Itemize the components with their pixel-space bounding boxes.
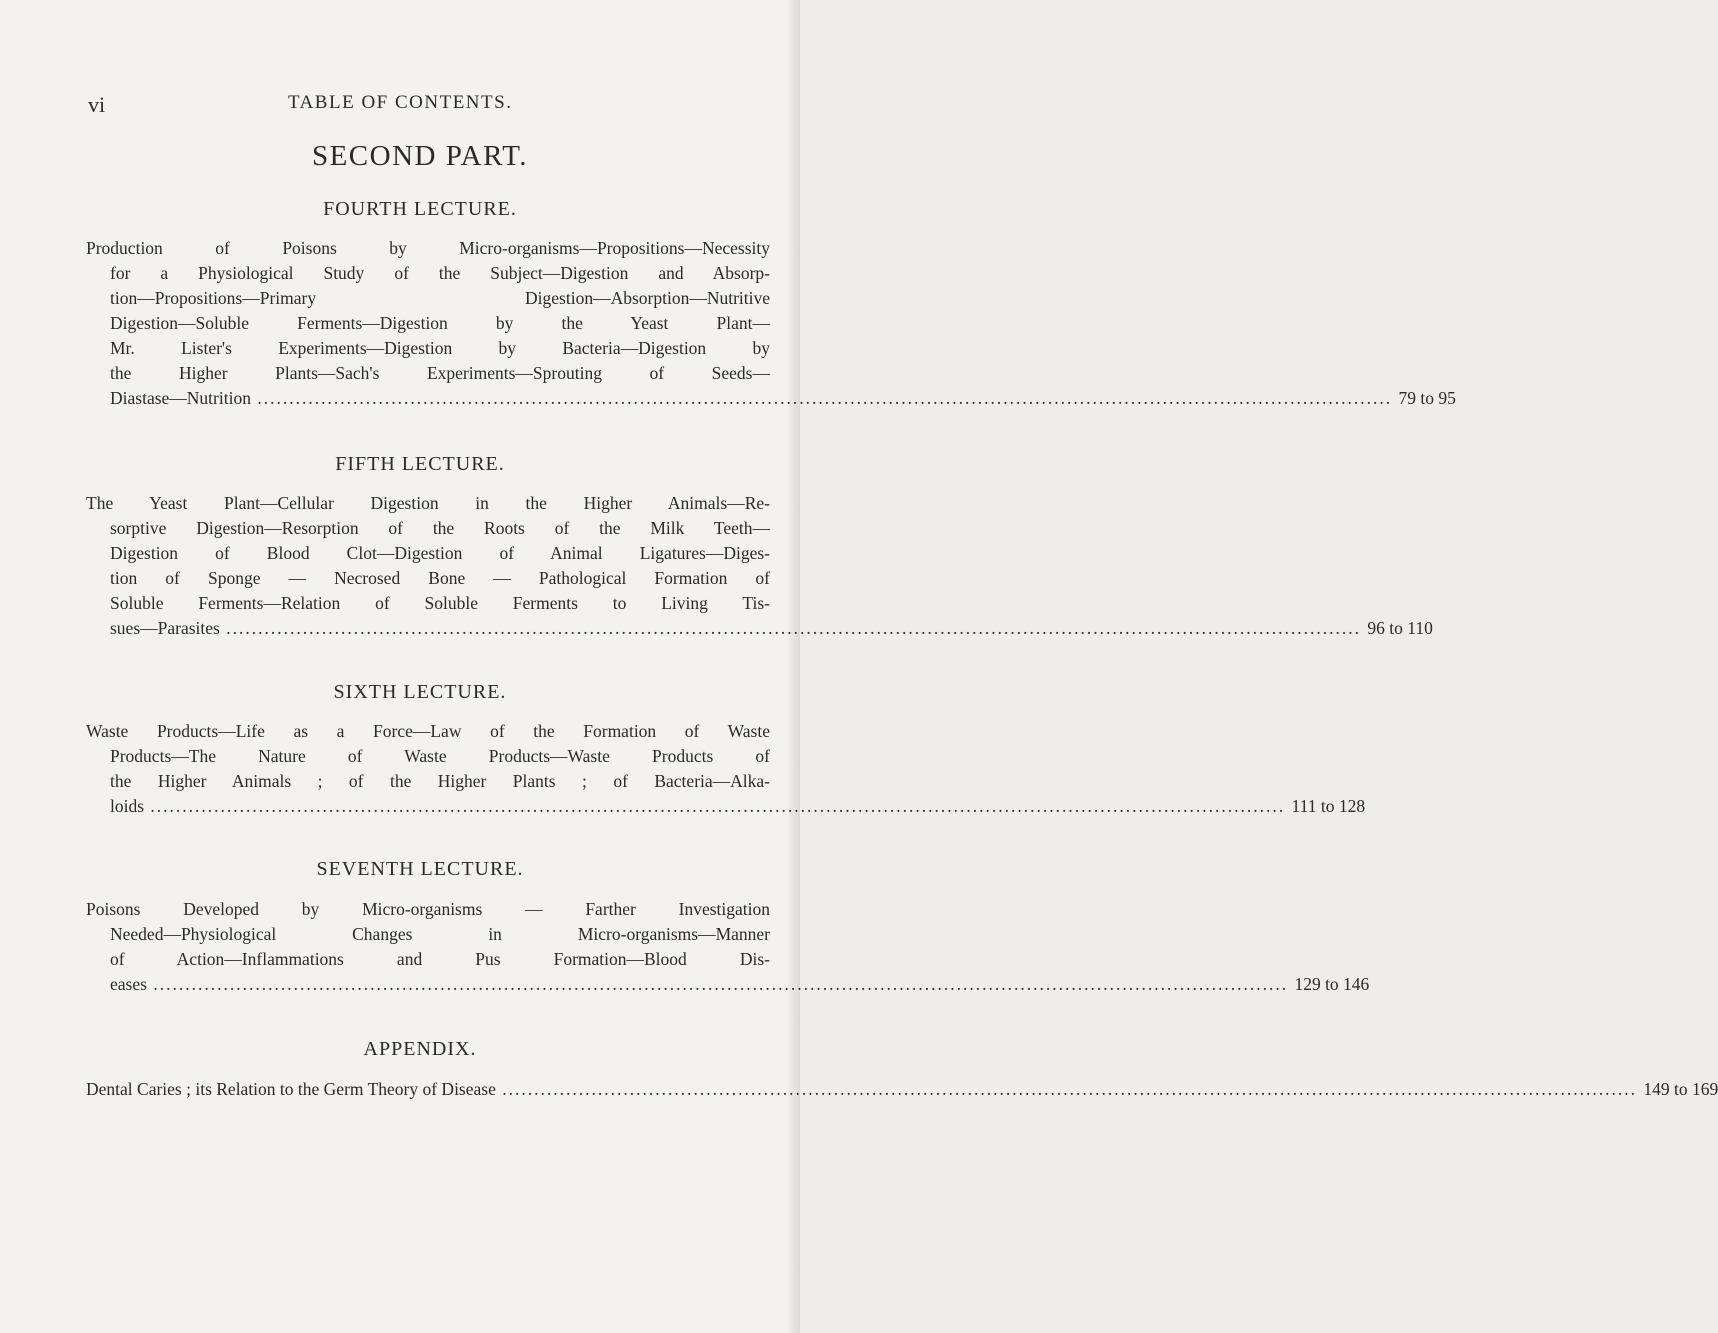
running-head	[88, 92, 768, 118]
page-range: 111 to 128	[1291, 796, 1366, 816]
entry-last-text: loids	[110, 796, 145, 816]
appendix-entry	[86, 1077, 1718, 1102]
entry-last-text: Dental Caries ; its Relation to the Germ Theory of Disease	[86, 1079, 496, 1099]
appendix-heading: APPENDIX.	[363, 1038, 477, 1060]
entry-line: Digestion—Soluble Ferments—Digestion by the Yeast Plant—	[110, 313, 770, 333]
dot-leader	[150, 796, 1285, 816]
entry-line: Production of Poisons by Micro-organisms—Propositions—Necessity	[86, 238, 770, 258]
fourth-lecture-heading: FOURTH LECTURE.	[323, 198, 517, 220]
entry-line: Products—The Nature of Waste Products—Waste Products of	[110, 746, 770, 766]
entry-last-line	[86, 972, 1370, 997]
page-range: 149 to 169	[1643, 1079, 1718, 1099]
fifth-lecture-heading: FIFTH LECTURE.	[335, 453, 505, 475]
dot-leader	[502, 1079, 1637, 1099]
entry-line: Needed—Physiological Changes in Micro-organisms—Manner	[110, 924, 770, 944]
sixth-lecture-heading: SIXTH LECTURE.	[333, 681, 507, 703]
sixth-lecture-entry	[86, 719, 1366, 819]
fifth-lecture-entry	[86, 491, 1433, 641]
entry-line: the Higher Animals ; of the Higher Plants ; of Bacteria—Alka-	[110, 771, 770, 791]
page-range: 129 to 146	[1294, 974, 1370, 994]
running-title: TABLE OF CONTENTS.	[288, 92, 513, 113]
fourth-lecture-entry	[86, 236, 1456, 411]
entry-line: tion—Propositions—Primary Digestion—Absorption—Nutritive	[110, 288, 770, 308]
entry-line: of Action—Inflammations and Pus Formation—Blood Dis-	[110, 949, 770, 969]
page-number: vi	[88, 92, 106, 117]
entry-line: Mr. Lister's Experiments—Digestion by Bacteria—Digestion by	[110, 338, 770, 358]
entry-line: The Yeast Plant—Cellular Digestion in the Higher Animals—Re-	[86, 493, 770, 513]
entry-last-line	[86, 616, 1433, 641]
entry-line: sorptive Digestion—Resorption of the Roots of the Milk Teeth—	[110, 518, 770, 538]
entry-line: Digestion of Blood Clot—Digestion of Animal Ligatures—Diges-	[110, 543, 770, 563]
entry-line: Waste Products—Life as a Force—Law of the Formation of Waste	[86, 721, 770, 741]
entry-last-text: Diastase—Nutrition	[110, 388, 251, 408]
entry-line: tion of Sponge — Necrosed Bone — Pathological Formation of	[110, 568, 770, 588]
part-title: SECOND PART.	[311, 140, 529, 172]
entry-line: Soluble Ferments—Relation of Soluble Ferments to Living Tis-	[110, 593, 770, 613]
entry-line: Poisons Developed by Micro-organisms — Farther Investigation	[86, 899, 770, 919]
dot-leader	[257, 388, 1392, 408]
entry-line: the Higher Plants—Sach's Experiments—Sprouting of Seeds—	[110, 363, 770, 383]
entry-last-line	[86, 794, 1366, 819]
page-range: 96 to 110	[1367, 618, 1433, 638]
dot-leader	[153, 974, 1288, 994]
seventh-lecture-entry	[86, 897, 1370, 997]
entry-last-line	[86, 1077, 1718, 1102]
entry-line: for a Physiological Study of the Subject—Digestion and Absorp-	[110, 263, 770, 283]
seventh-lecture-heading: SEVENTH LECTURE.	[316, 858, 524, 880]
page-range: 79 to 95	[1398, 388, 1456, 408]
entry-last-text: eases	[110, 974, 147, 994]
entry-last-line	[86, 386, 1456, 411]
entry-last-text: sues—Parasites	[110, 618, 220, 638]
dot-leader	[226, 618, 1361, 638]
